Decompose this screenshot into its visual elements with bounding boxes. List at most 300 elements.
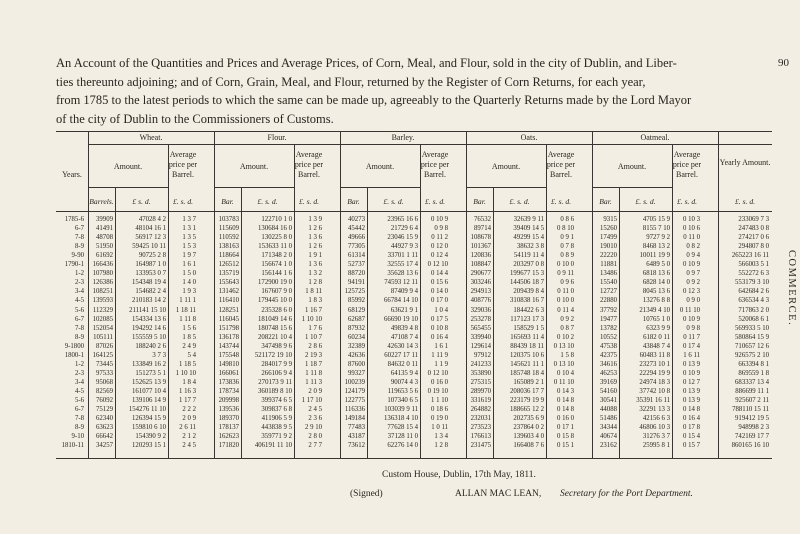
row-year: 1785-6 [64, 216, 84, 223]
table-cell: 1 5 3 [182, 243, 196, 251]
table-cell: 166408 7 6 [513, 442, 544, 450]
table-cell: 32389 [348, 342, 365, 350]
table-cell: 13276 8 8 [642, 297, 670, 305]
table-cell: 274217 0 6 [738, 234, 769, 242]
table-cell: 717863 2 0 [738, 306, 769, 314]
table-cell: 43848 7 4 [642, 342, 670, 350]
table-cell: 347498 9 6 [261, 342, 292, 350]
table-cell: 1 1 10 [431, 397, 448, 404]
table-cell: 136178 [218, 333, 239, 341]
table-cell: 0 17 0 [431, 297, 448, 305]
average-header: Average price per Barrel. [294, 150, 324, 179]
table-cell: 0 10 0 [557, 297, 574, 305]
table-cell: 120293 15 1 [132, 442, 166, 450]
table-cell: 1 2 8 [434, 442, 448, 450]
amount-header: Amount. [113, 162, 143, 171]
table-cell: 32291 13 3 [639, 406, 670, 414]
row-year: 4-5 [74, 387, 84, 395]
table-cell: 0 9 0 [686, 297, 700, 305]
table-cell: 265223 16 11 [731, 252, 769, 260]
table-cell: 0 13 10 [553, 342, 574, 350]
table-cell: 95068 [96, 378, 113, 386]
table-cell: 13486 [600, 270, 617, 278]
table-cell: 73445 [96, 360, 113, 368]
table-cell: 11881 [600, 261, 617, 269]
table-cell: 642684 2 6 [738, 288, 769, 296]
table-cell: 2 4 5 [182, 442, 196, 450]
table-cell: 0 10 3 [683, 216, 700, 223]
amount-header: Amount. [491, 162, 521, 171]
qty-unit: Barrels. [89, 197, 114, 206]
row-year: 3-4 [74, 378, 84, 386]
table-cell: 47108 7 4 [390, 333, 418, 341]
table-cell: 38632 3 8 [516, 243, 544, 251]
table-cell: 208221 10 4 [258, 333, 292, 341]
table-cell: 0 9 2 [686, 279, 700, 287]
table-cell: 235328 6 0 [261, 306, 292, 314]
table-cell: 144506 18 7 [510, 279, 544, 287]
table-cell: 88720 [348, 270, 365, 278]
table-cell: 77305 [348, 243, 365, 251]
table-cell: 0 13 9 [683, 387, 700, 395]
table-cell: 1 9 1 [308, 252, 322, 260]
table-cell: 223179 19 9 [510, 397, 544, 404]
table-cell: 125725 [344, 288, 365, 296]
table-cell: 51950 [96, 243, 113, 251]
row-year: 3-4 [74, 288, 84, 296]
table-cell: 46806 10 3 [639, 424, 670, 432]
table-cell: 710657 12 6 [735, 342, 769, 350]
table-cell: 54119 11 4 [513, 252, 544, 260]
amount-subheader-rule [466, 187, 546, 188]
table-cell: 408776 [470, 297, 491, 305]
table-cell: 2 4 9 [182, 342, 196, 350]
table-cell: 1 3 7 [182, 216, 196, 223]
table-cell: 0 11 2 [431, 234, 448, 242]
table-cell: 520068 6 1 [738, 315, 769, 323]
intro-line: ties thereunto adjoining; and of Corn, Grain, Meal, and Flour, returned by the Register of Corn Returns, for each year, [56, 74, 646, 89]
table-cell: 266106 9 4 [261, 369, 292, 377]
table-cell: 0 8 6 [560, 216, 574, 223]
table-cell: 0 16 4 [683, 415, 700, 423]
table-cell: 179445 10 0 [258, 297, 292, 305]
table-cell: 232031 [470, 415, 491, 423]
table-cell: 44088 [600, 406, 617, 414]
table-cell: 231475 [470, 442, 491, 450]
table-cell: 926575 2 10 [735, 351, 769, 359]
table-cell: 0 9 1 [560, 234, 574, 242]
table-cell: 49666 [348, 234, 365, 242]
table-cell: 0 12 4 [431, 252, 448, 260]
table-cell: 1 3 6 [308, 261, 322, 269]
row-year: 2-3 [74, 279, 84, 287]
table-cell: 64135 9 4 [390, 369, 418, 377]
table-cell: 1 3 9 [308, 216, 322, 223]
table-cell: 0 19 10 [427, 387, 448, 395]
table-cell: 194292 14 6 [132, 324, 166, 332]
table-cell: 34344 [600, 424, 617, 432]
table-cell: 0 16 4 [431, 333, 448, 341]
table-cell: 130225 8 0 [261, 234, 292, 242]
table-cell: 130684 16 0 [258, 225, 292, 233]
table-cell: 1 10 7 [305, 333, 322, 341]
table-cell: 553179 3 10 [735, 279, 769, 287]
table-cell: 2 0 9 [308, 387, 322, 395]
footer-place-date: Custom House, Dublin, 17th May, 1811. [382, 470, 536, 480]
table-cell: 41491 [96, 225, 113, 233]
table-cell: 0 10 4 [557, 369, 574, 377]
table-cell: 10552 [600, 333, 617, 341]
row-year: 6-7 [74, 315, 84, 323]
table-cell: 87600 [348, 360, 365, 368]
amount-header: Amount. [365, 162, 395, 171]
table-cell: 52737 [348, 261, 365, 269]
table-cell: 139536 [218, 406, 239, 414]
table-cell: 60227 17 11 [384, 351, 418, 359]
table-cell: 75129 [96, 406, 113, 414]
table-cell: 0 8 2 [686, 243, 700, 251]
table-cell: 63621 9 1 [390, 306, 418, 314]
table-cell: 359771 9 2 [261, 433, 292, 441]
table-cell: 1 3 5 [182, 234, 196, 242]
table-cell: 9727 9 2 [646, 234, 670, 242]
table-cell: 161077 10 4 [132, 387, 166, 395]
table-cell: 0 14 8 [557, 406, 574, 414]
table-cell: 399374 6 5 [261, 397, 292, 404]
money-units: £. s. d. [509, 197, 530, 206]
table-cell: 162623 [218, 433, 239, 441]
table-cell: 948998 2 3 [738, 424, 769, 432]
table-cell: 1 6 1 [434, 342, 448, 350]
table-cell: 23046 15 9 [387, 234, 418, 242]
table-cell: 139603 4 0 [513, 433, 544, 441]
table-cell: 566003 5 1 [738, 261, 769, 269]
table-cell: 0 10 6 [683, 225, 700, 233]
table-cell: 62687 [348, 315, 365, 323]
table-cell: 188240 2 6 [135, 342, 166, 350]
table-cell: 0 17 5 [431, 315, 448, 323]
money-units: £. s. d. [383, 197, 404, 206]
table-cell: 154334 13 6 [132, 315, 166, 323]
table-cell: 569933 5 10 [735, 324, 769, 332]
table-cell: 33701 1 11 [387, 252, 418, 260]
table-cell: 869559 1 8 [738, 369, 769, 377]
table-cell: 0 12 0 [431, 243, 448, 251]
row-year: 9-90 [71, 252, 84, 260]
table-cell: 66784 14 10 [384, 297, 418, 305]
table-cell: 0 13 9 [683, 397, 700, 404]
table-cell: 62276 14 0 [387, 442, 418, 450]
table-cell: 136318 4 10 [384, 415, 418, 423]
table-cell: 237864 0 2 [513, 424, 544, 432]
table-cell: 1 17 10 [301, 397, 322, 404]
amount-subheader-rule [592, 187, 672, 188]
column-header-rule [56, 211, 772, 212]
intro-line: from 1785 to the latest periods to which the same can be made up, agreeably to the Quarterly Returns made by the Lord Mayor [56, 93, 692, 107]
table-cell: 89714 [474, 225, 491, 233]
table-cell: 188665 12 2 [510, 406, 544, 414]
table-cell: 1 11 3 [305, 378, 322, 386]
table-cell: 21729 6 4 [390, 225, 418, 233]
table-cell: 42630 14 3 [387, 342, 418, 350]
row-year: 4-5 [74, 297, 84, 305]
table-cell: 22880 [600, 297, 617, 305]
table-cell: 101367 [470, 243, 491, 251]
row-year: 8-9 [74, 333, 84, 341]
table-cell: 411906 5 9 [261, 415, 292, 423]
table-cell: 0 9 8 [434, 225, 448, 233]
row-year: 8-9 [74, 424, 84, 432]
table-cell: 112329 [92, 306, 113, 314]
table-cell: 87026 [96, 342, 113, 350]
table-cell: 15260 [600, 225, 617, 233]
table-cell: 171820 [218, 442, 239, 450]
table-cell: 54160 [600, 387, 617, 395]
table-cell: 63623 [96, 424, 113, 432]
table-cell: 247483 0 8 [738, 225, 769, 233]
table-cell: 0 13 10 [553, 360, 574, 368]
table-cell: 1 9 3 [182, 288, 196, 296]
table-cell: 0 9 8 [686, 324, 700, 332]
table-cell: 209998 [218, 397, 239, 404]
table-cell: 45442 [348, 225, 365, 233]
table-cell: 552272 6 3 [738, 270, 769, 278]
table-cell: 6828 14 0 [642, 279, 670, 287]
table-cell: 1 2 6 [308, 225, 322, 233]
qty-unit: Bar. [473, 197, 486, 206]
table-cell: 149810 [218, 360, 239, 368]
table-cell: 48708 [96, 234, 113, 242]
table-cell: 118664 [218, 252, 239, 260]
table-cell: 2 6 11 [179, 424, 196, 432]
table-cell: 0 14 8 [557, 397, 574, 404]
side-heading: COMMERCE. [786, 250, 797, 327]
table-cell: 171348 2 0 [261, 252, 292, 260]
average-units: £. s. d. [550, 197, 572, 206]
table-cell: 145621 11 1 [510, 360, 544, 368]
table-cell: 2 8 6 [308, 342, 322, 350]
table-cell: 37128 11 0 [387, 433, 418, 441]
table-cell: 1 8 4 [182, 378, 196, 386]
table-cell: 0 14 3 [557, 387, 574, 395]
table-cell: 68129 [348, 306, 365, 314]
table-cell: 61314 [348, 252, 365, 260]
table-cell: 22220 [600, 252, 617, 260]
table-cell: 108251 [92, 288, 113, 296]
table-cell: 1 10 10 [175, 369, 196, 377]
table-cell: 66642 [96, 433, 113, 441]
row-year: 7-8 [74, 234, 84, 242]
table-cell: 1 3 2 [308, 270, 322, 278]
money-units: £. s. d. [635, 197, 656, 206]
table-cell: 13782 [600, 324, 617, 332]
table-cell: 166436 [92, 261, 113, 269]
table-cell: 5 4 [187, 351, 196, 359]
qty-unit: Bar. [347, 197, 360, 206]
table-cell: 742169 17 7 [735, 433, 769, 441]
table-cell: 360189 8 10 [258, 387, 292, 395]
table-cell: 8468 13 2 [642, 243, 670, 251]
amount-subheader-rule [88, 187, 168, 188]
table-cell: 0 12 7 [683, 378, 700, 386]
table-cell: 119653 5 6 [387, 387, 418, 395]
table-cell: 0 18 6 [431, 406, 448, 414]
table-cell: 2 4 5 [308, 406, 322, 414]
table-cell: 0 16 0 [557, 415, 574, 423]
table-cell: 42156 6 3 [642, 415, 670, 423]
group-header-rule [88, 144, 772, 145]
table-cell: 154348 19 4 [132, 279, 166, 287]
table-cell: 290677 [470, 270, 491, 278]
table-cell: 62340 [96, 415, 113, 423]
table-cell: 202735 6 9 [513, 415, 544, 423]
row-year: 1-2 [74, 360, 84, 368]
table-cell: 0 19 0 [431, 415, 448, 423]
table-cell: 152625 13 9 [132, 378, 166, 386]
row-year: 5-6 [74, 397, 84, 404]
table-cell: 1 5 8 [560, 351, 574, 359]
group-header: Oats. [520, 133, 538, 142]
table-cell: 19010 [600, 243, 617, 251]
table-cell: 108678 [470, 234, 491, 242]
table-cell: 39909 [96, 216, 113, 223]
table-cell: 1 0 4 [434, 306, 448, 314]
table-cell: 37742 10 8 [639, 387, 670, 395]
table-cell: 39169 [600, 378, 617, 386]
table-cell: 3 7 3 [152, 351, 166, 359]
table-cell: 2 1 2 [182, 433, 196, 441]
table-cell: 275315 [470, 378, 491, 386]
table-cell: 175548 [218, 351, 239, 359]
table-cell: 17499 [600, 234, 617, 242]
table-cell: 143744 [218, 342, 239, 350]
average-units: £. s. d. [424, 197, 446, 206]
table-cell: 107980 [92, 270, 113, 278]
table-cell: 103783 [218, 216, 239, 223]
table-cell: 155559 5 10 [132, 333, 166, 341]
row-year: 7-8 [74, 324, 84, 332]
intro-paragraph [56, 54, 778, 128]
table-cell: 241233 [470, 360, 491, 368]
table-cell: 178137 [218, 424, 239, 432]
table-cell: 151273 5 1 [135, 369, 166, 377]
table-cell: 1 8 5 [182, 333, 196, 341]
table-cell: 167607 9 0 [261, 288, 292, 296]
table-cell: 925607 2 11 [735, 397, 769, 404]
table-cell: 0 7 8 [560, 243, 574, 251]
table-cell: 42375 [600, 351, 617, 359]
table-cell: 0 11 4 [557, 306, 574, 314]
table-cell: 37792 [600, 306, 617, 314]
row-year: 1810-11 [61, 442, 84, 450]
row-year: 7-8 [74, 415, 84, 423]
table-cell: 0 11 10 [553, 378, 574, 386]
table-cell: 6182 0 11 [643, 333, 670, 341]
table-cell: 189370 [218, 415, 239, 423]
table-cell: 116045 [218, 315, 239, 323]
row-year: 9-1800 [64, 342, 84, 350]
table-cell: 199677 15 3 [510, 270, 544, 278]
table-cell: 2 0 9 [182, 415, 196, 423]
table-cell: 208036 17 7 [510, 387, 544, 395]
table-cell: 0 12 3 [683, 288, 700, 296]
table-cell: 124179 [344, 387, 365, 395]
table-cell: 46253 [600, 369, 617, 377]
footer-signer-title: Secretary for the Port Department. [560, 489, 693, 499]
table-cell: 0 17 4 [683, 342, 700, 350]
table-cell: 1 18 11 [175, 306, 196, 314]
table-cell: 19477 [600, 315, 617, 323]
footer-signed-label: (Signed) [350, 489, 383, 499]
table-cell: 663394 8 1 [738, 360, 769, 368]
table-cell: 40273 [348, 216, 365, 223]
table-cell: 105111 [93, 333, 113, 341]
table-cell: 2 7 7 [308, 442, 322, 450]
table-cell: 156144 1 6 [261, 270, 292, 278]
table-cell: 149184 [344, 415, 365, 423]
table-cell: 88439 18 11 [510, 342, 544, 350]
table-cell: 270173 9 11 [258, 378, 292, 386]
table-cell: 152054 [92, 324, 113, 332]
table-cell: 203297 0 8 [513, 261, 544, 269]
table-cell: 6323 9 9 [646, 324, 670, 332]
table-cell: 22294 19 9 [639, 369, 670, 377]
table-cell: 6489 5 0 [646, 261, 670, 269]
average-header: Average price per Barrel. [672, 150, 702, 179]
table-cell: 47028 4 2 [138, 216, 166, 223]
average-units: £. s. d. [172, 197, 194, 206]
table-cell: 23965 16 6 [387, 216, 418, 223]
table-cell: 683337 13 4 [735, 378, 769, 386]
table-cell: 273523 [470, 424, 491, 432]
row-year: 1-2 [74, 270, 84, 278]
table-cell: 77628 15 4 [387, 424, 418, 432]
table-cell: 294807 8 0 [738, 243, 769, 251]
table-cell: 10011 19 9 [639, 252, 670, 260]
table-cell: 61692 [96, 252, 113, 260]
table-cell: 2 2 2 [182, 406, 196, 414]
row-year: 6-7 [74, 406, 84, 414]
table-cell: 1 17 7 [179, 397, 196, 404]
table-cell: 2 8 0 [308, 433, 322, 441]
table-cell: 8155 7 10 [642, 225, 670, 233]
table-cell: 0 11 7 [683, 333, 700, 341]
table-cell: 0 10 9 [683, 369, 700, 377]
table-cell: 139106 14 9 [132, 397, 166, 404]
table-cell: 253278 [470, 315, 491, 323]
table-cell: 1 2 6 [308, 243, 322, 251]
table-cell: 176613 [470, 433, 491, 441]
table-cell: 1 6 11 [683, 351, 700, 359]
average-header: Average price per Barrel. [168, 150, 198, 179]
table-cell: 1 18 7 [305, 360, 322, 368]
table-cell: 120836 [470, 252, 491, 260]
table-cell: 636534 4 3 [738, 297, 769, 305]
table-cell: 6818 13 6 [642, 270, 670, 278]
table-cell: 0 16 0 [431, 378, 448, 386]
table-cell: 233069 7 3 [738, 216, 769, 223]
table-cell: 154682 2 4 [135, 288, 166, 296]
table-cell: 173836 [218, 378, 239, 386]
table-cell: 155643 [218, 279, 239, 287]
table-cell: 310838 16 7 [510, 297, 544, 305]
table-cell: 60483 11 8 [639, 351, 670, 359]
table-cell: 76532 [474, 216, 491, 223]
table-cell: 0 8 7 [560, 324, 574, 332]
amount-subheader-rule [340, 187, 420, 188]
intro-line: of the city of Dublin to the Commissioners of Customs. [56, 111, 334, 126]
table-cell: 0 8 9 [560, 252, 574, 260]
